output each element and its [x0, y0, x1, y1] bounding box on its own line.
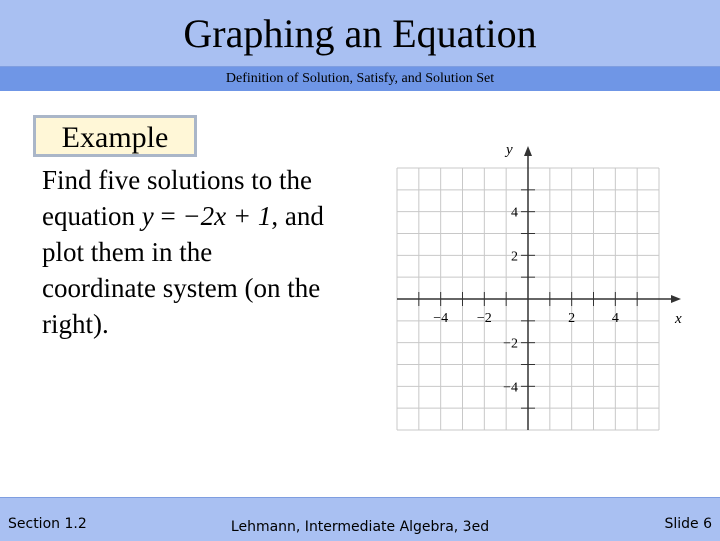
footer-slide-number: Slide 6 [664, 516, 712, 532]
x-axis-label: x [675, 311, 682, 327]
slide-title: Graphing an Equation [183, 11, 537, 56]
y-tick-label: 2 [511, 249, 518, 265]
equation [142, 201, 272, 231]
tick-labels [433, 206, 619, 396]
x-tick-label: 4 [611, 311, 619, 326]
subtitle-bar [0, 67, 720, 91]
problem-line-3: plot them in the [42, 237, 213, 267]
problem-line-5: right). [42, 309, 109, 339]
example-label: Example [61, 121, 169, 154]
x-axis-arrow-icon [671, 295, 681, 303]
y-axis-arrow-icon [524, 146, 532, 156]
footer-section: Section 1.2 [8, 516, 87, 532]
problem-line-1: Find five solutions to the [42, 165, 312, 195]
problem-line-2 [42, 198, 382, 234]
y-axis-label: y [506, 142, 513, 158]
footer-book: Lehmann, Intermediate Algebra, 3ed [230, 519, 490, 535]
y-tick-label: −4 [503, 380, 518, 396]
equation-suffix: , and [271, 201, 324, 231]
equation-prefix: equation [42, 201, 142, 231]
equation-rhs: −2x + 1 [182, 201, 272, 231]
coordinate-grid [395, 138, 695, 438]
title-bar [0, 0, 720, 67]
y-tick-label: −2 [503, 336, 518, 352]
slide-subtitle: Definition of Solution, Satisfy, and Solution Set [225, 71, 495, 86]
equation-lhs: y [141, 201, 154, 231]
x-tick-label: −2 [476, 311, 492, 326]
problem-text [42, 162, 382, 342]
x-tick-label: 2 [568, 311, 576, 326]
axes [397, 146, 681, 430]
footer [0, 497, 720, 541]
x-tick-label: −4 [433, 311, 449, 326]
example-box [33, 115, 197, 157]
y-tick-label: 4 [511, 205, 518, 221]
equation-equals: = [153, 201, 183, 231]
problem-line-4: coordinate system (on the [42, 273, 321, 303]
